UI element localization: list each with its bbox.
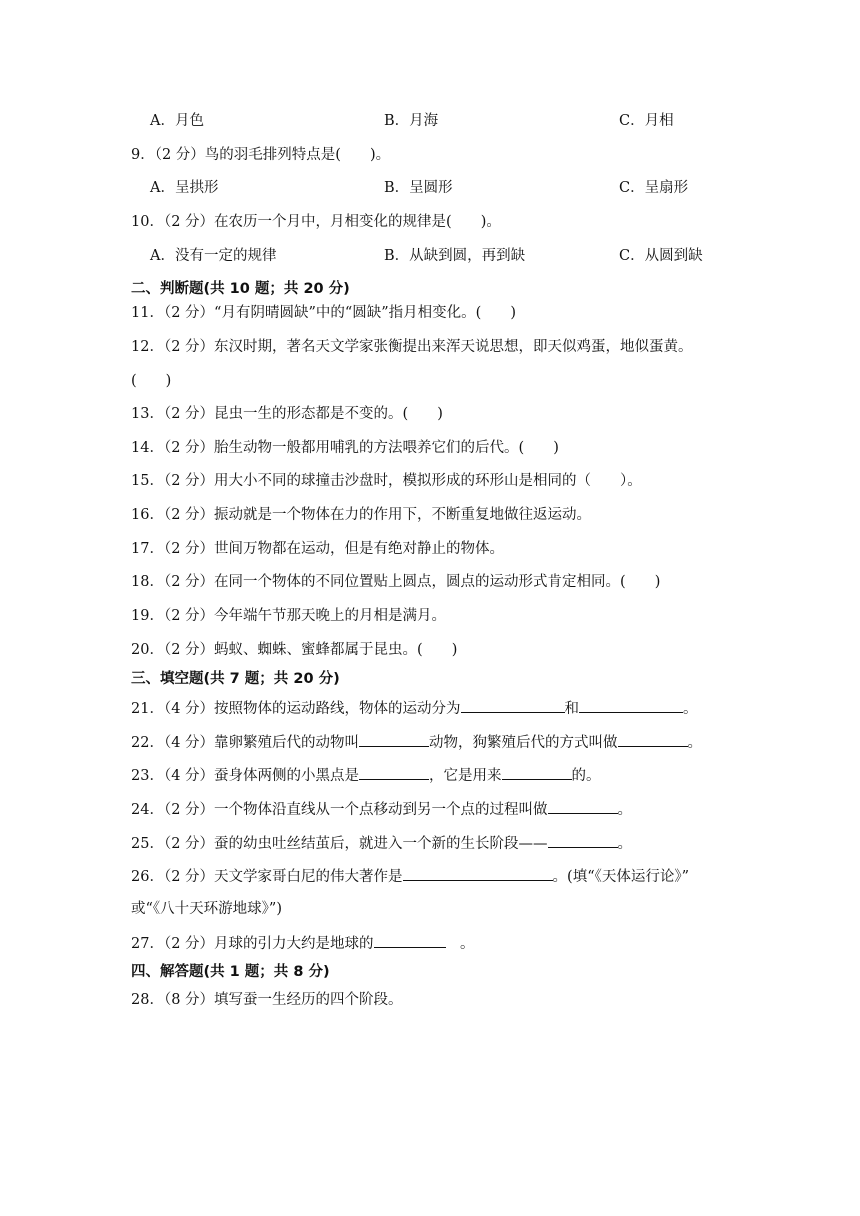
- question-26-continued: 或“《八十天环游地球》”): [131, 901, 282, 917]
- answer-blank[interactable]: [502, 764, 572, 780]
- answer-blank[interactable]: [359, 731, 429, 747]
- q8-option-c: C．月相: [619, 113, 674, 129]
- question-26: 26．（2 分）天文学家哥白尼的伟大著作是 。(填“《天体运行论》”: [131, 865, 689, 887]
- q10-option-b: B．从缺到圆，再到缺: [384, 248, 526, 264]
- question-16: 16．（2 分）振动就是一个物体在力的作用下，不断重复地做往返运动。: [131, 507, 592, 523]
- q9-option-b: B．呈圆形: [384, 180, 453, 196]
- question-15: 15．（2 分）用大小不同的球撞击沙盘时，模拟形成的环形山是相同的（ ）。: [131, 473, 642, 489]
- answer-blank[interactable]: [579, 697, 683, 713]
- question-9: 9．（2 分）鸟的羽毛排列特点是( )。: [131, 147, 391, 163]
- q9-option-c: C．呈扇形: [619, 180, 689, 196]
- question-18: 18．（2 分）在同一个物体的不同位置贴上圆点，圆点的运动形式肯定相同。( ): [131, 574, 661, 590]
- question-19: 19．（2 分）今年端午节那天晚上的月相是满月。: [131, 608, 447, 624]
- answer-blank[interactable]: [359, 764, 429, 780]
- answer-blank[interactable]: [461, 697, 565, 713]
- question-11: 11．（2 分）“月有阴晴圆缺”中的“圆缺”指月相变化。( ): [131, 305, 516, 321]
- question-13: 13．（2 分）昆虫一生的形态都是不变的。( ): [131, 406, 443, 422]
- question-10: 10．（2 分）在农历一个月中，月相变化的规律是( )。: [131, 214, 501, 230]
- q10-option-a: A．没有一定的规律: [150, 248, 277, 264]
- answer-blank[interactable]: [548, 832, 618, 848]
- q9-option-a: A．呈拱形: [150, 180, 219, 196]
- section-heading-answer: 四、解答题(共 1 题；共 8 分): [131, 964, 330, 980]
- answer-blank[interactable]: [548, 798, 618, 814]
- question-25: 25．（2 分）蚕的幼虫吐丝结茧后，就进入一个新的生长阶段—— 。: [131, 832, 632, 854]
- question-12-continued: ( ): [131, 373, 172, 389]
- question-20: 20．（2 分）蚂蚁、蜘蛛、蜜蜂都属于昆虫。( ): [131, 642, 458, 658]
- question-28: 28．（8 分）填写蚕一生经历的四个阶段。: [131, 992, 403, 1008]
- question-27: 27．（2 分）月球的引力大约是地球的 。: [131, 932, 475, 954]
- question-24: 24．（2 分）一个物体沿直线从一个点移动到另一个点的过程叫做 。: [131, 798, 632, 820]
- answer-blank[interactable]: [403, 865, 553, 881]
- q10-option-c: C．从圆到缺: [619, 248, 703, 264]
- answer-blank[interactable]: [618, 731, 688, 747]
- question-22: 22．（4 分）靠卵繁殖后代的动物叫 动物，狗繁殖后代的方式叫做 。: [131, 731, 702, 753]
- question-23: 23．（4 分）蚕身体两侧的小黑点是 ，它是用来 的。: [131, 764, 601, 786]
- question-21: 21．（4 分）按照物体的运动路线，物体的运动分为 和 。: [131, 697, 698, 719]
- section-heading-fill-blank: 三、填空题(共 7 题；共 20 分): [131, 671, 340, 687]
- q8-option-a: A．月色: [150, 113, 204, 129]
- question-14: 14．（2 分）胎生动物一般都用哺乳的方法喂养它们的后代。( ): [131, 440, 559, 456]
- question-17: 17．（2 分）世间万物都在运动，但是有绝对静止的物体。: [131, 541, 505, 557]
- question-12: 12．（2 分）东汉时期，著名天文学家张衡提出来浑天说思想，即天似鸡蛋，地似蛋黄。: [131, 339, 693, 355]
- section-heading-judgment: 二、判断题(共 10 题；共 20 分): [131, 281, 350, 297]
- q8-option-b: B．月海: [384, 113, 439, 129]
- answer-blank[interactable]: [374, 932, 446, 948]
